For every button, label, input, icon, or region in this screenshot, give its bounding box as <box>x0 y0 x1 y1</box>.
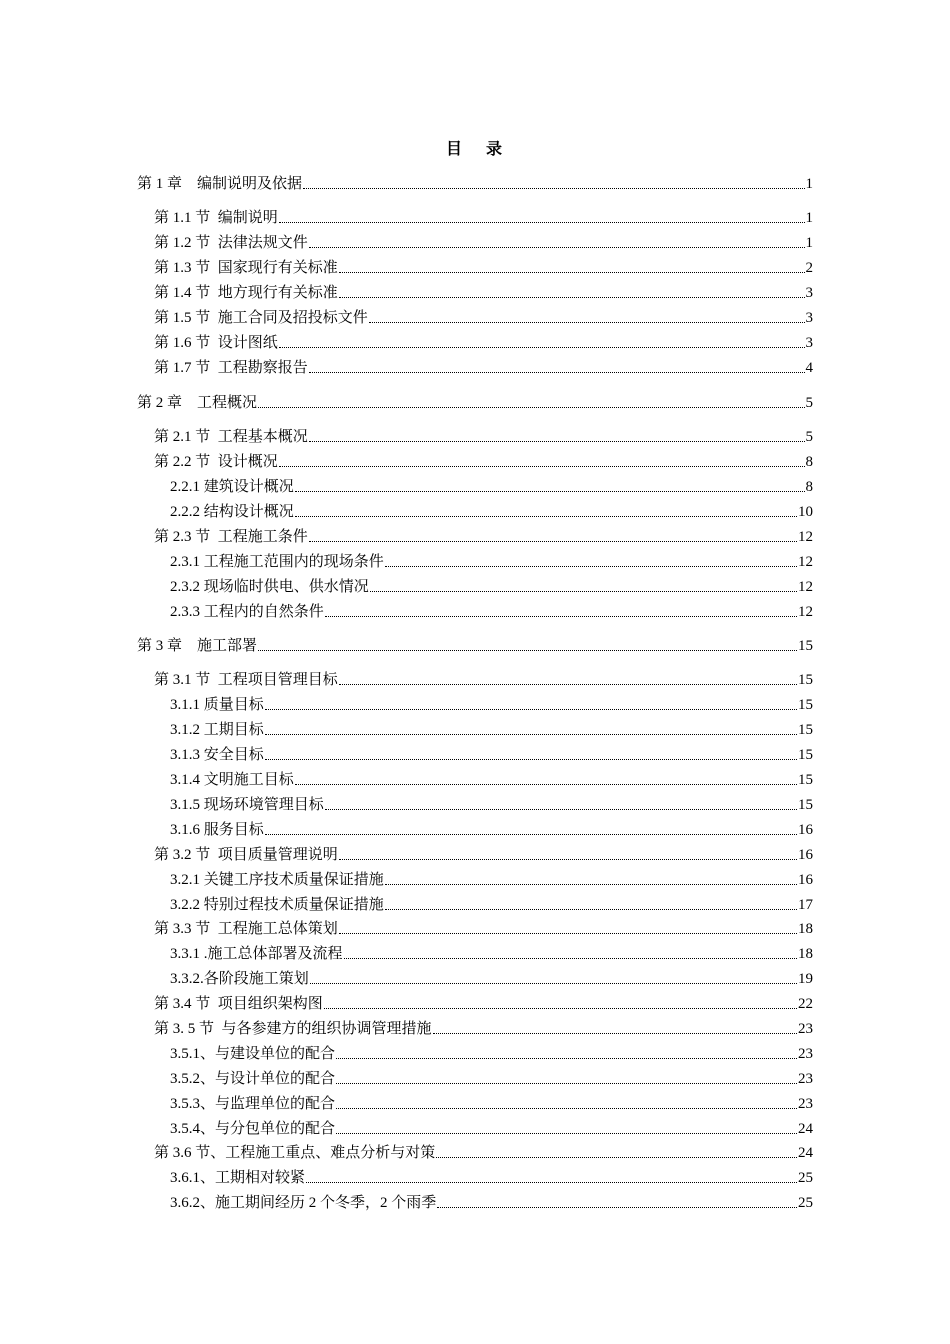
toc-section-entry[interactable] <box>154 525 813 547</box>
toc-entry-label: 第 1.1 节 编制说明 <box>154 210 278 226</box>
toc-page-number: 23 <box>798 1071 813 1087</box>
toc-page-number: 23 <box>798 1021 813 1037</box>
toc-dot-leader <box>303 188 804 189</box>
toc-dot-leader <box>339 684 797 685</box>
toc-entry-label: 3.3.2.各阶段施工策划 <box>170 971 309 987</box>
toc-entry-label: 第 1.7 节 工程勘察报告 <box>154 360 308 376</box>
toc-entry-label: 第 1.2 节 法律法规文件 <box>154 235 308 251</box>
toc-subsection-entry[interactable] <box>170 1042 813 1064</box>
toc-dot-leader <box>295 784 797 785</box>
toc-subsection-entry[interactable] <box>170 1117 813 1139</box>
toc-dot-leader <box>370 591 797 592</box>
toc-subsection-entry[interactable] <box>170 718 813 740</box>
toc-page-number: 15 <box>798 747 813 763</box>
toc-entry-label: 第 2.3 节 工程施工条件 <box>154 529 308 545</box>
toc-entry-label: 3.1.4 文明施工目标 <box>170 772 294 788</box>
toc-entry-label: 第 1.3 节 国家现行有关标准 <box>154 260 338 276</box>
toc-subsection-entry[interactable] <box>170 550 813 572</box>
toc-title-char-2: 录 <box>486 141 505 158</box>
toc-dot-leader <box>265 709 797 710</box>
toc-subsection-entry[interactable] <box>170 693 813 715</box>
toc-dot-leader <box>310 983 797 984</box>
toc-section-entry[interactable] <box>154 843 813 865</box>
toc-entry-label: 第 1.4 节 地方现行有关标准 <box>154 285 338 301</box>
toc-page-number: 15 <box>798 638 813 654</box>
toc-dot-leader <box>369 322 805 323</box>
toc-page-number: 1 <box>805 210 813 226</box>
toc-page-number: 25 <box>798 1195 813 1211</box>
toc-dot-leader <box>344 958 797 959</box>
toc-dot-leader <box>336 1083 797 1084</box>
toc-page-number: 15 <box>798 772 813 788</box>
toc-page-number: 17 <box>798 897 813 913</box>
toc-section-entry[interactable] <box>154 1017 813 1039</box>
toc-subsection-entry[interactable] <box>170 942 813 964</box>
toc-dot-leader <box>336 1058 797 1059</box>
toc-dot-leader <box>339 859 797 860</box>
toc-page-number: 23 <box>798 1046 813 1062</box>
toc-page-number: 12 <box>798 554 813 570</box>
toc-page-number: 8 <box>805 454 813 470</box>
toc-dot-leader <box>265 834 797 835</box>
toc-entry-label: 3.1.1 质量目标 <box>170 697 264 713</box>
toc-entry-label: 3.6.1、工期相对较紧 <box>170 1170 306 1186</box>
toc-page-number: 16 <box>798 847 813 863</box>
toc-section-entry[interactable] <box>154 356 813 378</box>
toc-dot-leader <box>339 297 805 298</box>
toc-subsection-entry[interactable] <box>170 743 813 765</box>
toc-subsection-entry[interactable] <box>170 893 813 915</box>
toc-dot-leader <box>279 222 805 223</box>
toc-page-number: 10 <box>798 504 813 520</box>
toc-entry-label: 3.5.2、与设计单位的配合 <box>170 1071 336 1087</box>
toc-section-entry[interactable] <box>154 450 813 472</box>
toc-entry-label: 第 3.3 节 工程施工总体策划 <box>154 921 338 937</box>
toc-page-number: 2 <box>805 260 813 276</box>
toc-dot-leader <box>295 516 797 517</box>
toc-entry-label: 3.2.1 关键工序技术质量保证措施 <box>170 872 384 888</box>
toc-chapter-entry[interactable] <box>137 172 813 194</box>
toc-subsection-entry[interactable] <box>170 600 813 622</box>
toc-entry-label: 3.1.5 现场环境管理目标 <box>170 797 324 813</box>
toc-entry-label: 2.2.1 建筑设计概况 <box>170 479 294 495</box>
toc-section-entry[interactable] <box>154 917 813 939</box>
toc-dot-leader <box>336 1108 797 1109</box>
toc-dot-leader <box>437 1207 797 1208</box>
toc-dot-leader <box>385 884 797 885</box>
toc-page-number: 18 <box>798 946 813 962</box>
toc-chapter-entry[interactable] <box>137 634 813 656</box>
toc-dot-leader <box>309 247 805 248</box>
toc-subsection-entry[interactable] <box>170 868 813 890</box>
toc-page-number: 24 <box>798 1145 813 1161</box>
toc-dot-leader <box>265 734 797 735</box>
toc-section-entry[interactable] <box>154 331 813 353</box>
toc-section-entry[interactable] <box>154 992 813 1014</box>
toc-entry-label: 第 3. 5 节 与各参建方的组织协调管理措施 <box>154 1021 432 1037</box>
toc-chapter-entry[interactable] <box>137 391 813 413</box>
toc-section-entry[interactable] <box>154 256 813 278</box>
toc-section-entry[interactable] <box>154 231 813 253</box>
toc-dot-leader <box>309 441 805 442</box>
toc-entry-label: 第 1 章 编制说明及依据 <box>137 176 303 192</box>
toc-entry-label: 3.1.2 工期目标 <box>170 722 264 738</box>
toc-dot-leader <box>324 1008 797 1009</box>
toc-entry-label: 3.5.1、与建设单位的配合 <box>170 1046 336 1062</box>
toc-entry-label: 3.2.2 特别过程技术质量保证措施 <box>170 897 384 913</box>
toc-dot-leader <box>325 809 797 810</box>
toc-dot-leader <box>339 272 805 273</box>
toc-page-number: 5 <box>805 395 813 411</box>
toc-dot-leader <box>295 491 805 492</box>
toc-entry-label: 3.5.3、与监理单位的配合 <box>170 1096 336 1112</box>
toc-page-number: 5 <box>805 429 813 445</box>
toc-entry-label: 第 1.6 节 设计图纸 <box>154 335 278 351</box>
toc-entry-label: 3.5.4、与分包单位的配合 <box>170 1121 336 1137</box>
toc-dot-leader <box>279 347 805 348</box>
toc-subsection-entry[interactable] <box>170 1092 813 1114</box>
toc-entry-label: 第 3.6 节、工程施工重点、难点分析与对策 <box>154 1145 436 1161</box>
toc-page-number: 12 <box>798 604 813 620</box>
toc-subsection-entry[interactable] <box>170 768 813 790</box>
toc-page-number: 12 <box>798 529 813 545</box>
toc-dot-leader <box>436 1157 797 1158</box>
toc-dot-leader <box>385 909 797 910</box>
toc-dot-leader <box>306 1182 797 1183</box>
toc-section-entry[interactable] <box>154 668 813 690</box>
toc-entry-label: 第 3.4 节 项目组织架构图 <box>154 996 323 1012</box>
toc-page-number: 15 <box>798 722 813 738</box>
toc-page-number: 19 <box>798 971 813 987</box>
toc-subsection-entry[interactable] <box>170 1166 813 1188</box>
toc-page-number: 15 <box>798 697 813 713</box>
toc-page-number: 3 <box>805 335 813 351</box>
toc-page-number: 24 <box>798 1121 813 1137</box>
toc-title <box>0 136 950 159</box>
toc-subsection-entry[interactable] <box>170 1067 813 1089</box>
toc-dot-leader <box>325 616 797 617</box>
toc-entry-label: 2.3.3 工程内的自然条件 <box>170 604 324 620</box>
toc-page-number: 1 <box>805 176 813 192</box>
toc-section-entry[interactable] <box>154 1141 813 1163</box>
toc-page-number: 15 <box>798 672 813 688</box>
toc-section-entry[interactable] <box>154 306 813 328</box>
toc-entry-label: 2.3.2 现场临时供电、供水情况 <box>170 579 369 595</box>
toc-section-entry[interactable] <box>154 206 813 228</box>
toc-subsection-entry[interactable] <box>170 1191 813 1213</box>
toc-title-char-1: 目 <box>445 141 464 158</box>
toc-subsection-entry[interactable] <box>170 967 813 989</box>
toc-subsection-entry[interactable] <box>170 793 813 815</box>
toc-page-number: 1 <box>805 235 813 251</box>
toc-dot-leader <box>309 372 805 373</box>
toc-entry-label: 2.2.2 结构设计概况 <box>170 504 294 520</box>
toc-page-number: 4 <box>805 360 813 376</box>
toc-dot-leader <box>265 759 797 760</box>
toc-page-number: 18 <box>798 921 813 937</box>
toc-section-entry[interactable] <box>154 281 813 303</box>
toc-dot-leader <box>279 466 805 467</box>
toc-dot-leader <box>433 1033 797 1034</box>
toc-section-entry[interactable] <box>154 425 813 447</box>
toc-entry-label: 3.1.6 服务目标 <box>170 822 264 838</box>
toc-entry-label: 2.3.1 工程施工范围内的现场条件 <box>170 554 384 570</box>
toc-entry-label: 3.1.3 安全目标 <box>170 747 264 763</box>
toc-page-number: 25 <box>798 1170 813 1186</box>
toc-dot-leader <box>258 650 797 651</box>
toc-entry-label: 第 2 章 工程概况 <box>137 395 258 411</box>
toc-page-number: 3 <box>805 310 813 326</box>
toc-subsection-entry[interactable] <box>170 575 813 597</box>
toc-subsection-entry[interactable] <box>170 475 813 497</box>
toc-entry-label: 第 2.1 节 工程基本概况 <box>154 429 308 445</box>
toc-page-number: 16 <box>798 872 813 888</box>
toc-entry-label: 第 3 章 施工部署 <box>137 638 258 654</box>
toc-dot-leader <box>385 566 797 567</box>
toc-page-number: 16 <box>798 822 813 838</box>
toc-page-number: 23 <box>798 1096 813 1112</box>
toc-entry-label: 第 2.2 节 设计概况 <box>154 454 278 470</box>
toc-subsection-entry[interactable] <box>170 500 813 522</box>
toc-page-number: 3 <box>805 285 813 301</box>
toc-entry-label: 3.6.2、施工期间经历 2 个冬季，2 个雨季 <box>170 1195 437 1211</box>
toc-page-number: 8 <box>805 479 813 495</box>
toc-entry-label: 第 3.1 节 工程项目管理目标 <box>154 672 338 688</box>
toc-page-number: 22 <box>798 996 813 1012</box>
toc-entry-label: 第 1.5 节 施工合同及招投标文件 <box>154 310 368 326</box>
toc-entry-label: 第 3.2 节 项目质量管理说明 <box>154 847 338 863</box>
toc-page-number: 15 <box>798 797 813 813</box>
toc-entry-label: 3.3.1 .施工总体部署及流程 <box>170 946 343 962</box>
toc-dot-leader <box>309 541 797 542</box>
toc-page-number: 12 <box>798 579 813 595</box>
toc-subsection-entry[interactable] <box>170 818 813 840</box>
toc-dot-leader <box>339 933 797 934</box>
toc-dot-leader <box>258 407 804 408</box>
toc-dot-leader <box>336 1133 797 1134</box>
